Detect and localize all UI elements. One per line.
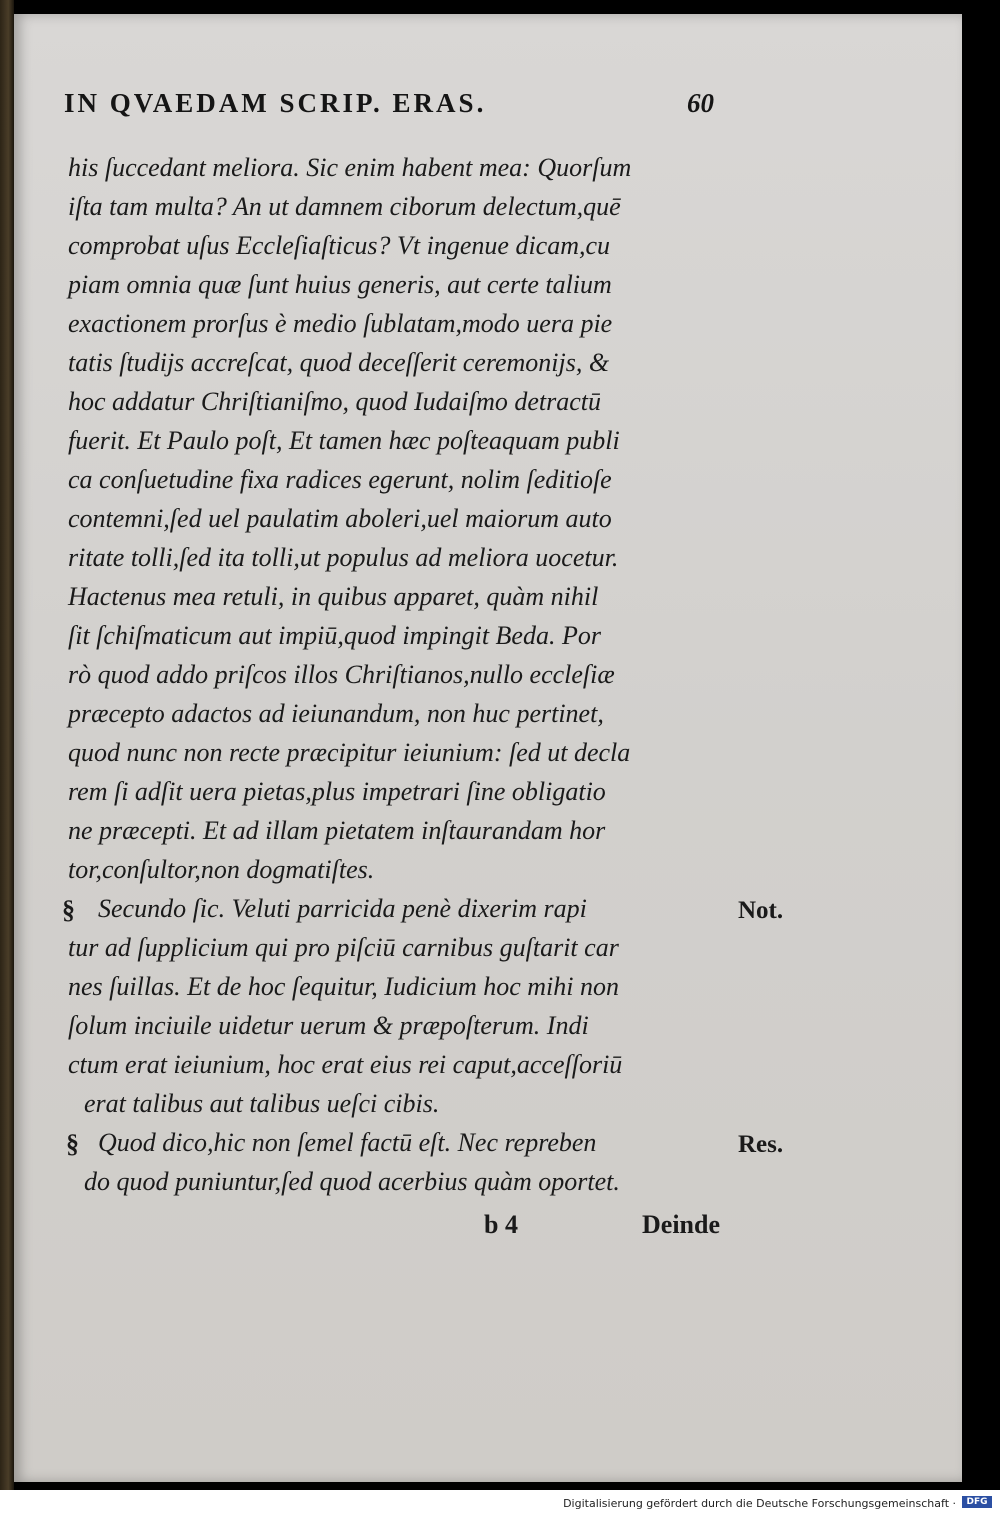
text-line: Quod dico,hic non ſemel factū eſt. Nec repreben <box>98 1128 597 1157</box>
text-line: quod nunc non recte præcipitur ieiunium: ſed ut decla <box>68 738 631 767</box>
paragraph-mark: § <box>66 1129 79 1158</box>
text-line: ne præcepti. Et ad illam pietatem inſtaurandam hor <box>68 816 606 845</box>
marginal-note: Not. <box>738 897 784 924</box>
text-line: comprobat uſus Eccleſiaſticus? Vt ingenue dicam,cu <box>68 231 611 260</box>
text-line: rem ſi adſit uera pietas,plus impetrari ſine obligatio <box>68 777 606 806</box>
text-line: ctum erat ieiunium, hoc erat eius rei caput,acceſſoriū <box>68 1050 623 1079</box>
text-line: rò quod addo priſcos illos Chriſtianos,nullo eccleſiæ <box>68 660 615 689</box>
book-spine <box>0 0 14 1490</box>
paragraph-mark: § <box>62 895 75 924</box>
folio-number: 60 <box>687 88 714 118</box>
text-line: ſolum inciuile uidetur uerum & præpoſterum. Indi <box>68 1011 589 1040</box>
text-line: exactionem prorſus è medio ſublatam,modo uera pie <box>68 309 613 338</box>
text-line: his ſuccedant meliora. Sic enim habent mea: Quorſum <box>68 153 632 182</box>
text-line: ritate tolli,ſed ita tolli,ut populus ad meliora uocetur. <box>68 543 619 572</box>
text-line: contemni,ſed uel paulatim aboleri,uel maiorum auto <box>68 504 612 533</box>
text-line: hoc addatur Chriſtianiſmo, quod Iudaiſmo detractū <box>68 387 601 416</box>
text-line: tur ad ſupplicium qui pro piſciū carnibus guſtarit car <box>68 933 619 962</box>
text-line: Hactenus mea retuli, in quibus apparet, quàm nihil <box>68 582 599 611</box>
dfg-logo: DFG <box>962 1496 992 1508</box>
text-line: fuerit. Et Paulo poſt, Et tamen hæc poſteaquam publi <box>68 426 620 455</box>
running-header <box>64 88 714 119</box>
text-line: nes ſuillas. Et de hoc ſequitur, Iudicium hoc mihi non <box>68 972 619 1001</box>
signature-mark: b 4 <box>484 1210 518 1239</box>
marginal-note: Res. <box>738 1131 784 1158</box>
text-line: do quod puniuntur,ſed quod acerbius quàm oportet. <box>84 1167 620 1196</box>
text-line: præcepto adactos ad ieiunandum, non huc pertinet, <box>68 699 604 728</box>
text-line: piam omnia quæ ſunt huius generis, aut certe talium <box>68 270 612 299</box>
text-line: tatis ſtudijs accreſcat, quod deceſſerit ceremonijs, & <box>68 348 610 377</box>
catchword: Deinde <box>642 1210 720 1239</box>
running-title: IN QVAEDAM SCRIP. ERAS. <box>64 88 487 118</box>
text-line: ſit ſchiſmaticum aut impiū,quod impingit Beda. Por <box>68 621 601 650</box>
text-line: iſta tam multa? An ut damnem ciborum delectum,quē <box>68 192 621 221</box>
text-line: tor,conſultor,non dogmatiſtes. <box>68 855 375 884</box>
text-line: Secundo ſic. Veluti parricida penè dixerim rapi <box>98 894 587 923</box>
text-line: erat talibus aut talibus ueſci cibis. <box>84 1089 440 1118</box>
text-line: ca conſuetudine fixa radices egerunt, nolim ſeditioſe <box>68 465 612 494</box>
body-text <box>68 148 718 1201</box>
credit-text: Digitalisierung gefördert durch die Deutsche Forschungsgemeinschaft · <box>563 1497 956 1510</box>
